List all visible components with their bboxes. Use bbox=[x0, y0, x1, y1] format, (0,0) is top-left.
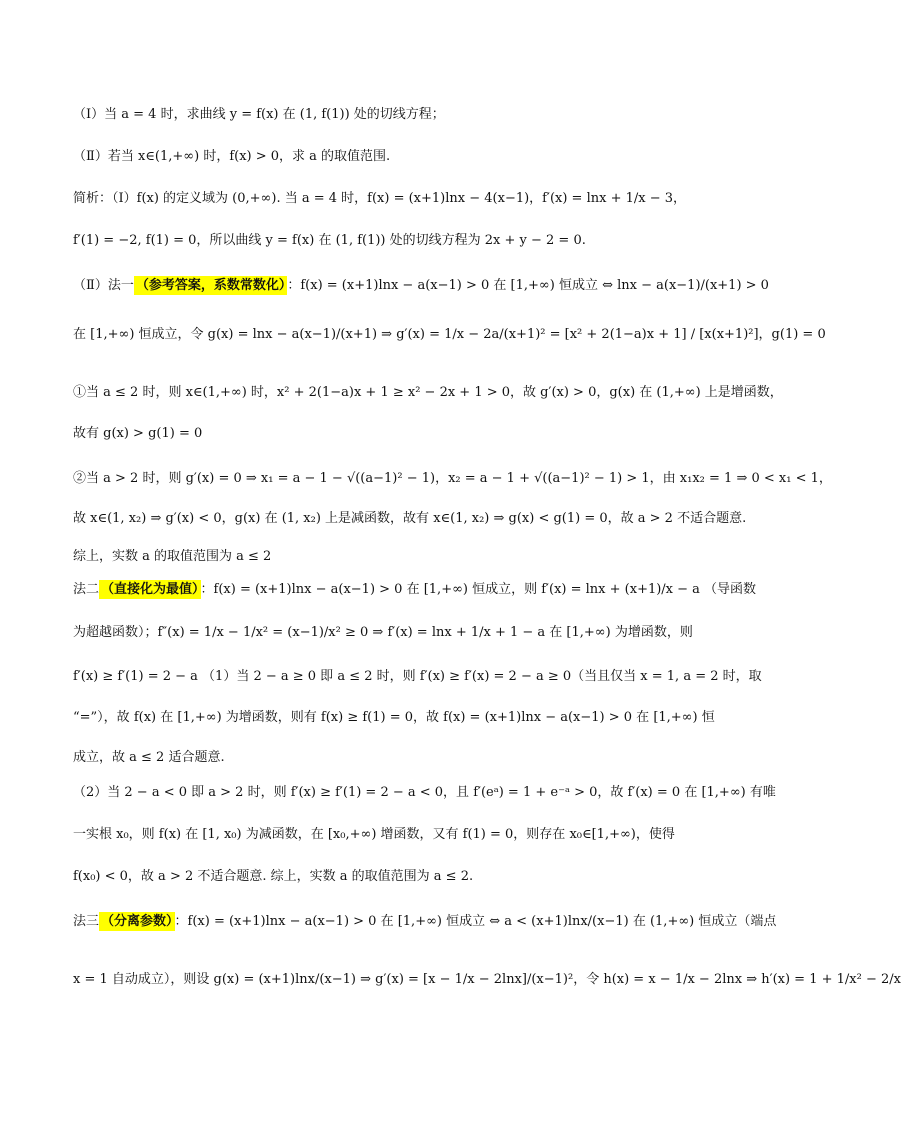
method-1-line-1 bbox=[73, 276, 769, 296]
method-1-summary: 综上，实数 a 的取值范围为 a ≤ 2 bbox=[73, 549, 272, 564]
method-1-line-2: 在 [1,+∞) 恒成立，令 g(x) = lnx − a(x−1)/(x+1) ⇒ g′(x) = 1/x − 2a/(x+1)² = [x² + 2(1−a)x + 1] / [x(x+1)²]，g(1) = 0 bbox=[73, 327, 826, 342]
method-1-case-2-line-1: ②当 a > 2 时，则 g′(x) = 0 ⇒ x₁ = a − 1 − √((a−1)² − 1)，x₂ = a − 1 + √((a−1)² − 1) > 1，由 x₁x₂ = 1 ⇒ 0 < x₁ < 1， bbox=[73, 471, 832, 486]
method-2-case-2-line-1: （2）当 2 − a < 0 即 a > 2 时，则 f′(x) ≥ f′(1) = 2 − a < 0，且 f′(eᵃ) = 1 + e⁻ᵃ > 0，故 f′(x) = 0 在 [1,+∞) 有唯 bbox=[73, 785, 776, 800]
solution-part-1-line-2: f′(1) = −2, f(1) = 0，所以曲线 y = f(x) 在 (1, f(1)) 处的切线方程为 2x + y − 2 = 0. bbox=[73, 233, 586, 248]
method-1-case-1-conclusion: 故有 g(x) > g(1) = 0 bbox=[73, 426, 203, 441]
method-2-line-2: 为超越函数）；f″(x) = 1/x − 1/x² = (x−1)/x² ≥ 0 ⇒ f′(x) = lnx + 1/x + 1 − a 在 [1,+∞) 为增函数，则 bbox=[73, 625, 693, 640]
method-1-case-1: ①当 a ≤ 2 时，则 x∈(1,+∞) 时，x² + 2(1−a)x + 1 ≥ x² − 2x + 1 > 0，故 g′(x) > 0，g(x) 在 (1,+∞) 上是增函数， bbox=[73, 385, 783, 400]
highlighted-method-tag: （参考答案，系数常数化） bbox=[135, 278, 286, 293]
method-1-text: （Ⅱ）法一 （参考答案，系数常数化） ：f(x) = (x+1)lnx − a(x−1) > 0 在 [1,+∞) 恒成立 ⇔ lnx − a(x−1)/(x+1) > 0 bbox=[73, 278, 769, 293]
method-2-case-2-line-3: f(x₀) < 0，故 a > 2 不适合题意. 综上，实数 a 的取值范围为 a ≤ 2. bbox=[73, 869, 474, 884]
method-1-case-2-line-2: 故 x∈(1, x₂) ⇒ g′(x) < 0，g(x) 在 (1, x₂) 上是减函数，故有 x∈(1, x₂) ⇒ g(x) < g(1) = 0，故 a > 2 不适合题意. bbox=[73, 511, 747, 526]
method-3-line-1: 法三 （分离参数） ：f(x) = (x+1)lnx − a(x−1) > 0 在 [1,+∞) 恒成立 ⇔ a < (x+1)lnx/(x−1) 在 (1,+∞) 恒成立（端点 bbox=[73, 914, 777, 929]
method-2-line-5: 成立，故 a ≤ 2 适合题意. bbox=[73, 750, 225, 765]
method-2-line-4: “=”），故 f(x) 在 [1,+∞) 为增函数，则有 f(x) ≥ f(1) = 0，故 f(x) = (x+1)lnx − a(x−1) > 0 在 [1,+∞) 恒 bbox=[73, 710, 715, 725]
method-2-case-2-line-2: 一实根 x₀，则 f(x) 在 [1, x₀) 为减函数，在 [x₀,+∞) 增函数，又有 f(1) = 0，则存在 x₀∈[1,+∞)，使得 bbox=[73, 827, 675, 842]
highlighted-method-tag: （分离参数） bbox=[101, 914, 173, 929]
question-part-2: （Ⅱ）若当 x∈(1,+∞) 时，f(x) > 0，求 a 的取值范围. bbox=[73, 149, 391, 164]
solution-part-1-line-1: 简析：（Ⅰ）f(x) 的定义域为 (0,+∞). 当 a = 4 时，f(x) = (x+1)lnx − 4(x−1)，f′(x) = lnx + 1/x − 3， bbox=[73, 191, 686, 206]
method-2-line-1: 法二 （直接化为最值） ：f(x) = (x+1)lnx − a(x−1) > 0 在 [1,+∞) 恒成立，则 f′(x) = lnx + (x+1)/x − a （导函数 bbox=[73, 582, 757, 597]
highlighted-method-tag: （直接化为最值） bbox=[101, 582, 199, 597]
question-part-1: （Ⅰ）当 a = 4 时，求曲线 y = f(x) 在 (1, f(1)) 处的切线方程； bbox=[73, 107, 445, 122]
method-3-line-2: x = 1 自动成立），则设 g(x) = (x+1)lnx/(x−1) ⇒ g′(x) = [x − 1/x − 2lnx]/(x−1)²，令 h(x) = x − 1/x − 2lnx ⇒ h′(x) = 1 + 1/x² − 2/x bbox=[73, 972, 901, 987]
method-2-line-3: f′(x) ≥ f′(1) = 2 − a （1）当 2 − a ≥ 0 即 a ≤ 2 时，则 f′(x) ≥ f′(x) = 2 − a ≥ 0（当且仅当 x = 1, a = 2 时，取 bbox=[73, 669, 762, 684]
